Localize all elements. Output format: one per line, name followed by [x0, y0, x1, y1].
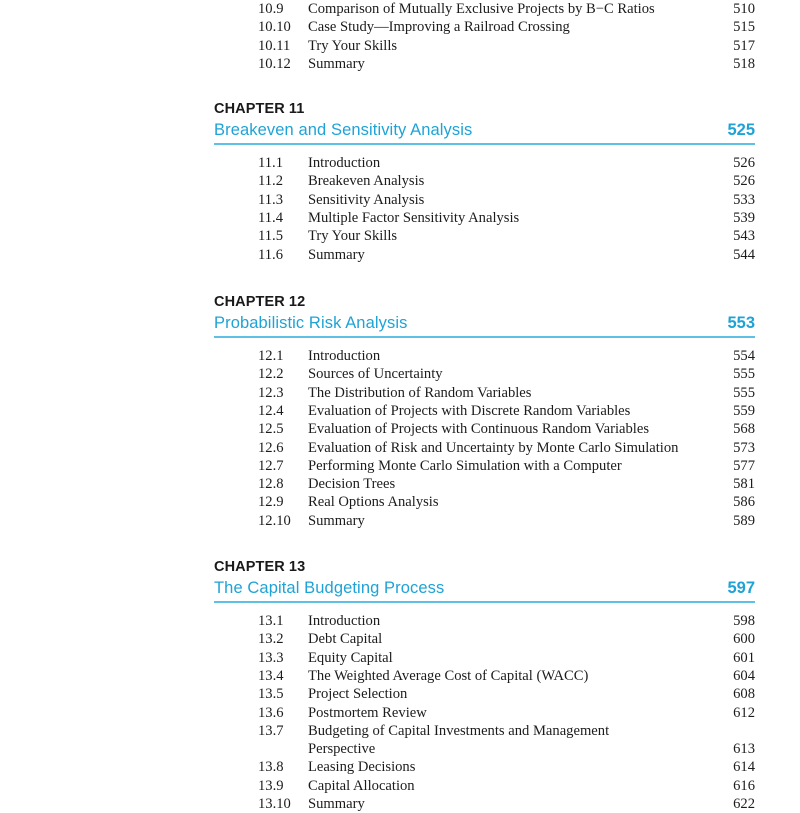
page-number: 559 — [733, 402, 755, 419]
toc-entry[interactable] — [258, 227, 755, 245]
section-title: Case Study—Improving a Railroad Crossing — [308, 19, 570, 36]
section-title: Sources of Uncertainty — [308, 366, 443, 383]
page-number: 526 — [733, 155, 755, 171]
section-title: Postmortem Review — [308, 704, 427, 721]
section-number: 12.5 — [258, 421, 284, 438]
toc-entry[interactable] — [258, 18, 755, 36]
toc-entry[interactable] — [258, 630, 755, 648]
page-number: 543 — [733, 228, 755, 245]
chapter-12 — [214, 294, 755, 534]
toc-entry[interactable] — [258, 777, 755, 795]
section-title: Comparison of Mutually Exclusive Projects by B−C Ratios — [308, 1, 655, 17]
section-number: 10.10 — [258, 19, 291, 36]
section-number: 12.7 — [258, 457, 284, 474]
section-number: 13.9 — [258, 777, 284, 794]
section-title: Summary — [308, 246, 365, 263]
toc-entry[interactable] — [258, 612, 755, 630]
page-number: 589 — [733, 512, 755, 529]
section-number: 12.2 — [258, 366, 284, 383]
page-number: 614 — [733, 759, 755, 776]
page-number: 600 — [733, 631, 755, 648]
section-number: 13.1 — [258, 613, 284, 629]
section-title: Try Your Skills — [308, 37, 398, 54]
section-title: Introduction — [308, 348, 381, 364]
section-number: 11.5 — [258, 228, 283, 245]
page-number: 608 — [733, 686, 755, 703]
chapter-page-number: 553 — [727, 314, 755, 332]
page-number: 577 — [733, 457, 755, 474]
section-title: Performing Monte Carlo Simulation with a Computer — [308, 457, 622, 474]
toc-entry[interactable] — [258, 420, 755, 438]
toc-entry[interactable] — [258, 37, 755, 55]
section-title: Project Selection — [308, 686, 408, 703]
section-title: Leasing Decisions — [308, 759, 416, 776]
page-number: 518 — [733, 55, 755, 72]
toc-entry[interactable] — [258, 172, 755, 190]
page-number: 622 — [733, 796, 755, 812]
chapter-label: CHAPTER 12 — [214, 294, 306, 310]
page-number: 515 — [733, 19, 755, 36]
toc-entry[interactable] — [258, 649, 755, 667]
section-title: Introduction — [308, 613, 381, 629]
section-title: Evaluation of Projects with Continuous Random Variables — [308, 421, 650, 438]
section-number: 12.9 — [258, 494, 284, 511]
chapter-10-continued — [214, 0, 755, 74]
section-number: 12.1 — [258, 348, 284, 364]
toc-entry[interactable] — [258, 347, 755, 365]
page-number: 517 — [733, 37, 755, 54]
page-number: 616 — [733, 777, 755, 794]
toc-entry[interactable] — [258, 0, 755, 18]
section-title: Real Options Analysis — [308, 494, 439, 511]
section-number: 12.4 — [258, 402, 284, 419]
page-number: 510 — [733, 1, 755, 17]
chapter-title[interactable]: The Capital Budgeting Process — [214, 579, 445, 597]
section-number: 13.6 — [258, 704, 284, 721]
section-title: Breakeven Analysis — [308, 173, 425, 190]
section-number: 13.2 — [258, 631, 284, 648]
toc-entry[interactable] — [258, 685, 755, 703]
section-title: Evaluation of Risk and Uncertainty by Monte Carlo Simulation — [308, 439, 679, 456]
section-title: The Weighted Average Cost of Capital (WACC) — [308, 667, 589, 684]
toc-entry[interactable] — [258, 704, 755, 722]
toc-entry[interactable] — [258, 402, 755, 420]
chapter-13 — [214, 559, 755, 812]
page-number: 598 — [733, 613, 755, 629]
section-number: 12.10 — [258, 512, 291, 529]
chapter-divider — [214, 601, 755, 603]
toc-entry[interactable] — [258, 55, 755, 73]
section-title: Decision Trees — [308, 476, 396, 493]
section-title: Summary — [308, 796, 365, 812]
toc-entry[interactable] — [258, 384, 755, 402]
toc-entry[interactable] — [258, 512, 755, 530]
section-title: Capital Allocation — [308, 777, 415, 794]
section-number: 12.6 — [258, 439, 284, 456]
chapter-label: CHAPTER 11 — [214, 101, 305, 117]
chapter-11 — [214, 101, 755, 271]
chapter-title[interactable]: Breakeven and Sensitivity Analysis — [214, 121, 473, 139]
toc-entry[interactable] — [258, 457, 755, 475]
toc-entry[interactable] — [258, 722, 755, 759]
section-title: Sensitivity Analysis — [308, 191, 425, 208]
chapter-divider — [214, 143, 755, 145]
section-title: Introduction — [308, 155, 381, 171]
section-number: 12.8 — [258, 476, 284, 493]
page-number: 554 — [733, 348, 755, 364]
page-number: 568 — [733, 421, 755, 438]
toc-entry[interactable] — [258, 493, 755, 511]
page-number: 612 — [733, 704, 755, 721]
section-title: Budgeting of Capital Investments and Management Perspective — [308, 722, 610, 758]
section-number: 10.9 — [258, 1, 284, 17]
section-title: Multiple Factor Sensitivity Analysis — [308, 209, 520, 226]
section-title: Try Your Skills — [308, 228, 398, 245]
toc-entry[interactable] — [258, 191, 755, 209]
toc-entry[interactable] — [258, 246, 755, 264]
section-number: 10.11 — [258, 37, 291, 54]
section-number: 11.4 — [258, 209, 283, 226]
page-number: 601 — [733, 649, 755, 666]
page-number: 555 — [733, 384, 755, 401]
page-number: 555 — [733, 366, 755, 383]
section-number: 11.6 — [258, 246, 283, 263]
toc-entry[interactable] — [258, 209, 755, 227]
chapter-label: CHAPTER 13 — [214, 559, 306, 575]
page-number: 604 — [733, 667, 755, 684]
section-title: Equity Capital — [308, 649, 393, 666]
toc-entry[interactable] — [258, 795, 755, 813]
page-number: 526 — [733, 173, 755, 190]
section-title: Summary — [308, 55, 365, 72]
section-number: 10.12 — [258, 55, 291, 72]
section-title: Evaluation of Projects with Discrete Random Variables — [308, 402, 631, 419]
section-number: 13.7 — [258, 722, 284, 739]
toc-entry[interactable] — [258, 667, 755, 685]
page-number: 573 — [733, 439, 755, 456]
section-title: Debt Capital — [308, 631, 383, 648]
toc-entry[interactable] — [258, 365, 755, 383]
section-number: 13.5 — [258, 686, 284, 703]
toc-entry[interactable] — [258, 475, 755, 493]
section-title: The Distribution of Random Variables — [308, 384, 532, 401]
chapter-page-number: 525 — [727, 121, 755, 139]
toc-entry[interactable] — [258, 439, 755, 457]
section-title: Summary — [308, 512, 365, 529]
chapter-divider — [214, 336, 755, 338]
page-number: 586 — [733, 494, 755, 511]
page-number: 539 — [733, 209, 755, 226]
section-number: 11.3 — [258, 191, 283, 208]
toc-entry[interactable] — [258, 758, 755, 776]
page-number: 613 — [733, 741, 755, 758]
section-number: 13.3 — [258, 649, 284, 666]
chapter-page-number: 597 — [727, 579, 755, 597]
page-number: 581 — [733, 476, 755, 493]
page-number: 533 — [733, 191, 755, 208]
section-number: 13.4 — [258, 667, 284, 684]
section-number: 12.3 — [258, 384, 284, 401]
chapter-title[interactable]: Probabilistic Risk Analysis — [214, 314, 408, 332]
section-number: 11.2 — [258, 173, 283, 190]
page-number: 544 — [733, 246, 755, 263]
toc-entry[interactable] — [258, 154, 755, 172]
section-number: 13.10 — [258, 796, 291, 812]
section-number: 11.1 — [258, 155, 283, 171]
section-number: 13.8 — [258, 759, 284, 776]
